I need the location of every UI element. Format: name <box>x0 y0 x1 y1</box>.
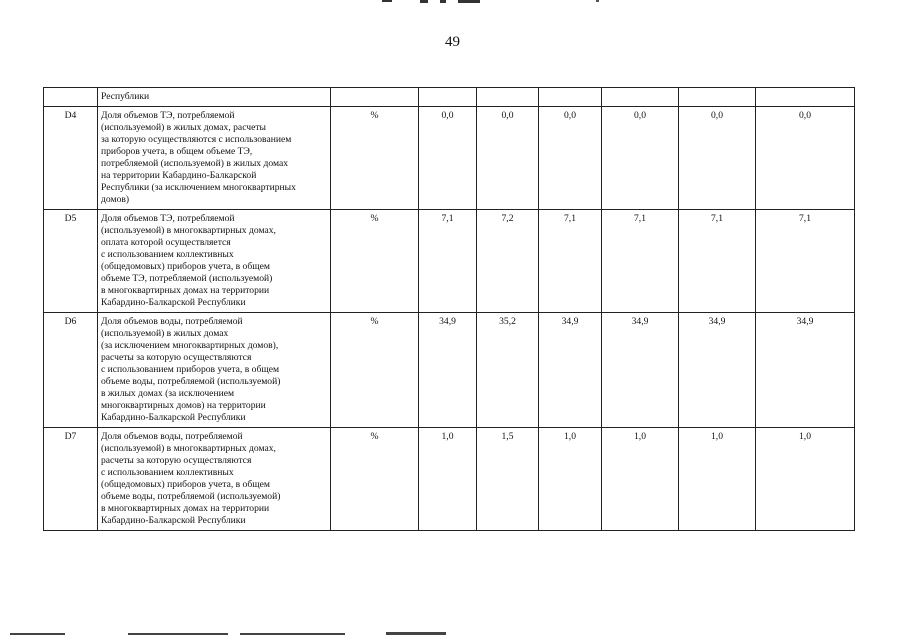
row-value-cell: 0,0 <box>679 107 756 210</box>
row-code-cell: D7 <box>44 428 98 531</box>
row-value-cell: 7,1 <box>602 210 679 313</box>
indicator-table <box>43 87 855 531</box>
scan-top-marks <box>0 0 905 8</box>
row-value-cell: 7,1 <box>756 210 855 313</box>
row-value-cell: 0,0 <box>756 107 855 210</box>
row-value-cell: 34,9 <box>679 313 756 428</box>
row-value-cell <box>419 88 477 107</box>
row-code-cell: D6 <box>44 313 98 428</box>
table-row <box>44 313 855 428</box>
row-value-cell: 34,9 <box>602 313 679 428</box>
table-body <box>44 88 855 531</box>
row-value-cell: 1,0 <box>539 428 602 531</box>
row-value-cell: 7,1 <box>419 210 477 313</box>
row-unit-cell: % <box>331 210 419 313</box>
row-name-cell: Доля объемов ТЭ, потребляемой (используемой) в многоквартирных домах, оплата которой осуществляется с использованием коллективных (общедомовых) приборов учета, в общем объеме ТЭ, потребляемой (используемой) в многоквартирных домах на территории Кабардино-Балкарской Республики <box>98 210 331 313</box>
row-code-cell <box>44 88 98 107</box>
row-value-cell: 34,9 <box>756 313 855 428</box>
row-value-cell: 1,0 <box>756 428 855 531</box>
row-name-cell: Республики <box>98 88 331 107</box>
row-value-cell <box>602 88 679 107</box>
row-value-cell: 7,1 <box>539 210 602 313</box>
row-unit-cell <box>331 88 419 107</box>
row-name-cell: Доля объемов воды, потребляемой (используемой) в жилых домах (за исключением многоквартирных домов), расчеты за которую осуществляются с использованием приборов учета, в общем объеме воды, потребляемой (используемой) в жилых домах (за исключением многоквартирных домов) на территории Кабардино-Балкарской Республики <box>98 313 331 428</box>
table-row <box>44 428 855 531</box>
row-value-cell: 1,0 <box>679 428 756 531</box>
row-value-cell: 0,0 <box>602 107 679 210</box>
row-value-cell <box>477 88 539 107</box>
row-value-cell <box>756 88 855 107</box>
table-row <box>44 210 855 313</box>
row-value-cell: 0,0 <box>539 107 602 210</box>
row-value-cell: 0,0 <box>477 107 539 210</box>
page-number: 49 <box>445 34 460 50</box>
row-value-cell: 1,0 <box>602 428 679 531</box>
row-value-cell: 7,2 <box>477 210 539 313</box>
row-value-cell: 1,5 <box>477 428 539 531</box>
row-value-cell: 34,9 <box>539 313 602 428</box>
row-value-cell: 0,0 <box>419 107 477 210</box>
row-code-cell: D5 <box>44 210 98 313</box>
row-value-cell: 7,1 <box>679 210 756 313</box>
row-value-cell: 34,9 <box>419 313 477 428</box>
row-value-cell <box>679 88 756 107</box>
row-code-cell: D4 <box>44 107 98 210</box>
row-unit-cell: % <box>331 428 419 531</box>
table-row <box>44 107 855 210</box>
row-value-cell: 35,2 <box>477 313 539 428</box>
row-name-cell: Доля объемов ТЭ, потребляемой (используемой) в жилых домах, расчеты за которую осуществляются с использованием приборов учета, в общем объеме ТЭ, потребляемой (используемой) в жилых домах на территории Кабардино-Балкарской Республики (за исключением многоквартирных домов) <box>98 107 331 210</box>
row-value-cell <box>539 88 602 107</box>
row-unit-cell: % <box>331 107 419 210</box>
row-value-cell: 1,0 <box>419 428 477 531</box>
row-name-cell: Доля объемов воды, потребляемой (используемой) в многоквартирных домах, расчеты за которую осуществляются с использованием коллективных (общедомовых) приборов учета, в общем объеме воды, потребляемой (используемой) в многоквартирных домах на территории Кабардино-Балкарской Республики <box>98 428 331 531</box>
table-row <box>44 88 855 107</box>
scan-bottom-marks <box>0 628 905 640</box>
row-unit-cell: % <box>331 313 419 428</box>
